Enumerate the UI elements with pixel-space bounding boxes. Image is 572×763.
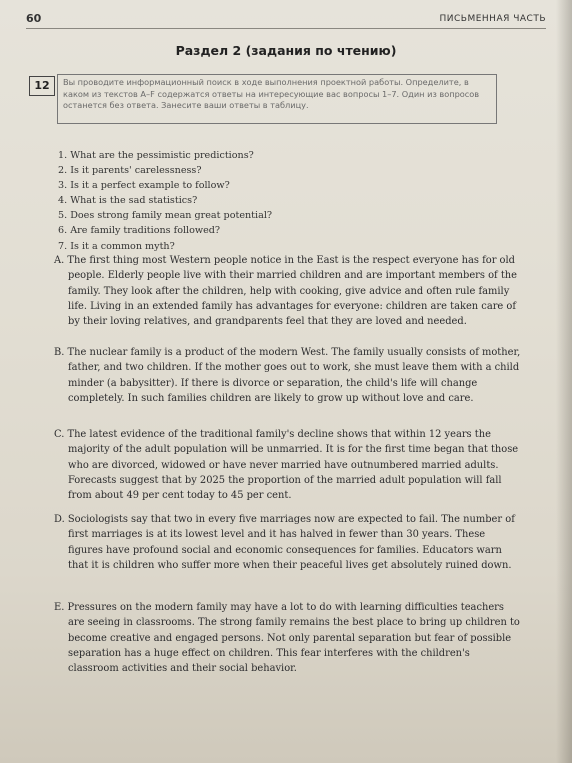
text-letter: B. [54,347,65,358]
text-body: Sociologists say that two in every five marriages now are expected to fail. The number of first marriages is at its lowest level and it has halved in fewer than 30 years. These figures have profound social and economic consequences for families. Educators warn that it is children who suffer more when their peaceful lives get absolutely ruined down. [67,514,515,571]
question-item: 3. Is it a perfect example to follow? [58,180,230,192]
page-fold-shadow [556,0,572,763]
text-e [54,600,522,676]
text-body: The nuclear family is a product of the modern West. The family usually consists of mother, father, and two children. If the mother goes out to work, she must leave them with a child minder (a babysitter). If there is divorce or separation, the child's life will change completely. In such families children are likely to grow up without love and care. [67,347,521,404]
running-head: ПИСЬМЕННАЯ ЧАСТЬ [439,13,546,24]
question-item: 2. Is it parents' carelessness? [58,165,202,177]
question-item: 6. Are family traditions followed? [58,225,221,237]
question-item: 7. Is it a common myth? [58,240,175,252]
question-item: 5. Does strong family mean great potential? [58,210,273,222]
question-list [58,148,272,254]
question-item: 1. What are the pessimistic predictions? [58,150,254,161]
text-a [54,253,522,329]
text-letter: C. [54,429,65,440]
page-header [26,12,546,29]
text-b [54,345,522,406]
text-letter: A. [54,255,65,266]
text-body: Pressures on the modern family may have a lot to do with learning difficulties teachers are seeing in classrooms. The strong family remains the best place to bring up children to become creative and engaged persons. Not only parental separation but fear of possible separation has a huge effect on children. This fear interferes with the children's classroom activities and their social behavior. [67,602,520,675]
text-d [54,512,522,573]
text-body: The first thing most Western people notice in the East is the respect everyone has for old people. Elderly people live with their married children and are important members of the family. They look after the children, help with cooking, give advice and often rule family life. Living in an extended family has advantages for everyone: children are taken care of by their loving relatives, and grandparents feel that they are loved and needed. [67,255,518,328]
page-number: 60 [26,12,42,25]
section-title: Раздел 2 (задания по чтению) [175,43,397,58]
text-c [54,427,522,503]
task-number: 12 [29,76,55,96]
question-item: 4. What is the sad statistics? [58,195,198,207]
task-instruction: Вы проводите информационный поиск в ходе выполнения проектной работы. Определите, в каком из текстов A–F содержатся ответы на интересующие вас вопросы 1–7. Один из вопросов останется без ответа. Занесите ваши ответы в таблицу. [57,74,497,124]
text-body: The latest evidence of the traditional family's decline shows that within 12 years the majority of the adult population will be unmarried. It is for the first time began that those who are divorced, widowed or have never married have outnumbered married adults. Forecasts suggest that by 2025 the proportion of the married adult population will fall from about 49 per cent today to 45 per cent. [67,429,519,502]
text-letter: E. [54,602,65,613]
text-letter: D. [54,514,65,525]
